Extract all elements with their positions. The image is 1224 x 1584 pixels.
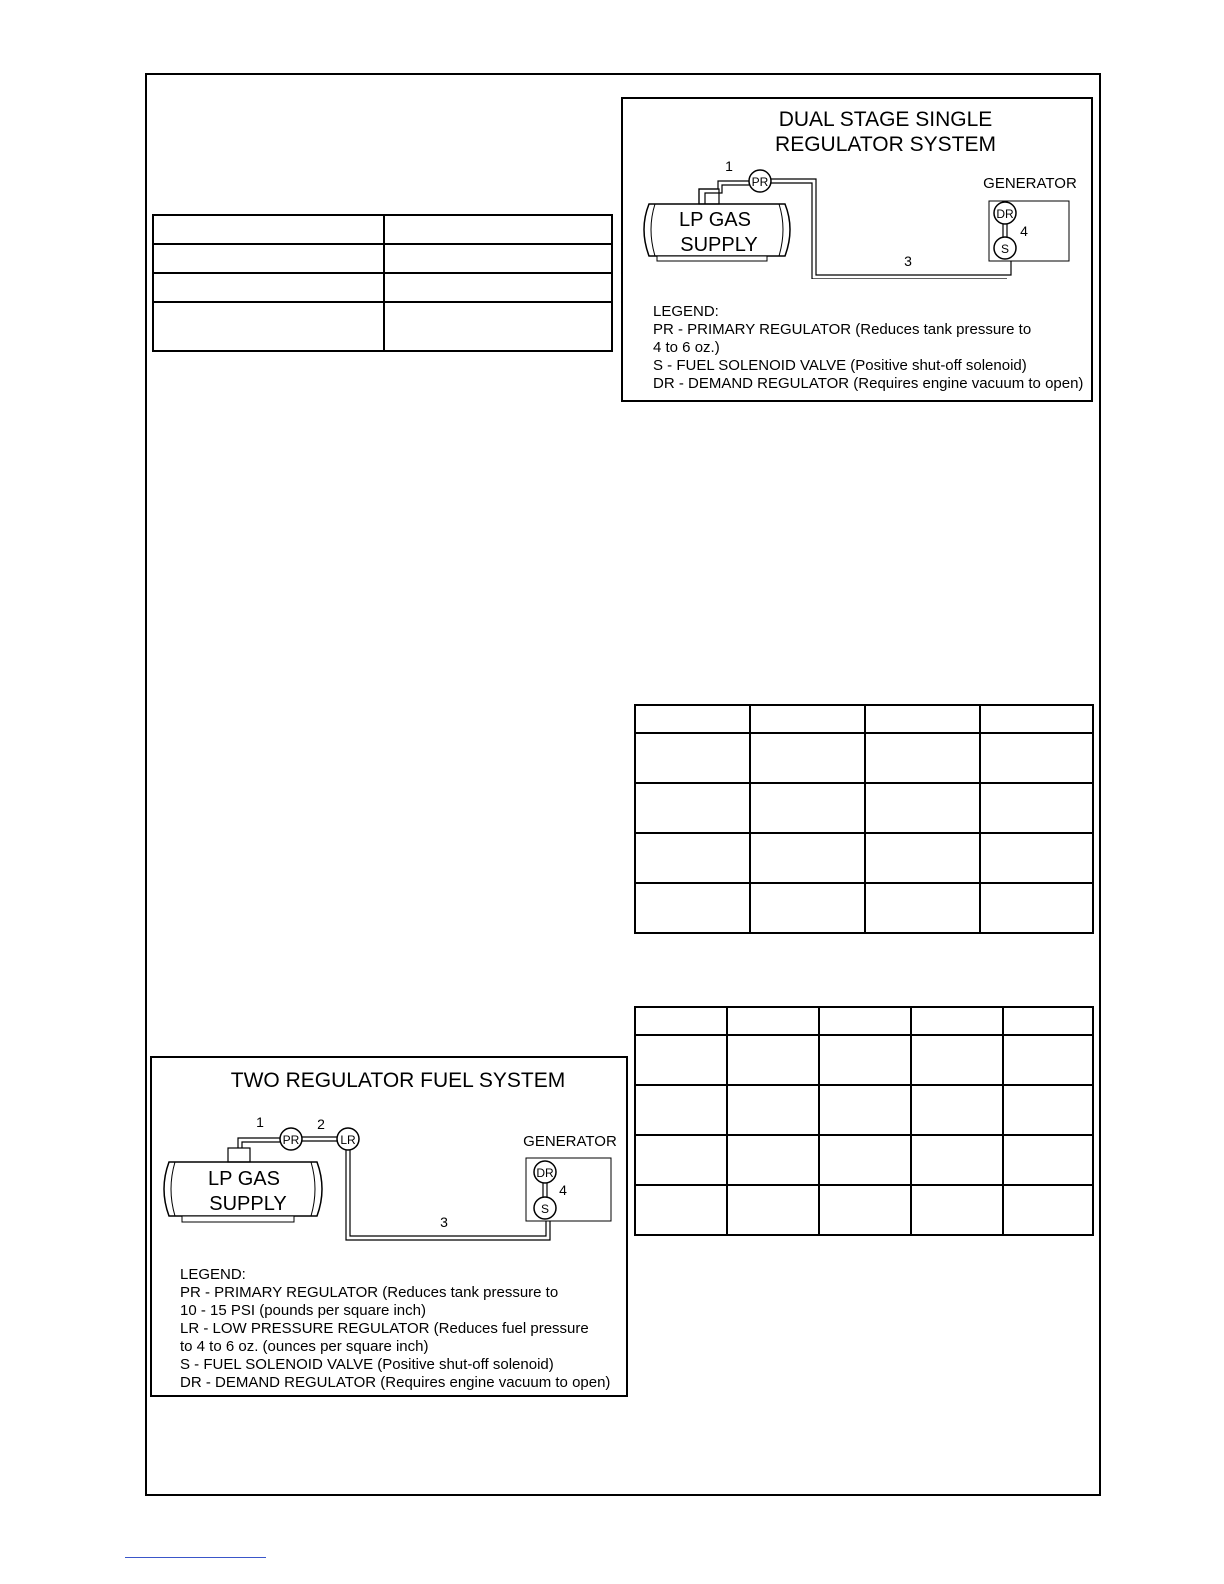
two-tank-label-1: LP GAS (208, 1168, 280, 1190)
dual-stage-diagram (621, 97, 1093, 402)
legend-line: DR - DEMAND REGULATOR (Requires engine vacuum to open) (180, 1374, 611, 1391)
dual-s-label: S (1000, 242, 1010, 256)
dual-dr-label: DR (996, 207, 1014, 221)
legend-line: PR - PRIMARY REGULATOR (Reduces tank pressure to (180, 1284, 559, 1301)
two-num-3: 3 (440, 1214, 448, 1230)
dual-tank-label-1: LP GAS (679, 209, 751, 231)
legend-line: LEGEND: (653, 303, 719, 320)
two-regulator-schematic (152, 1058, 626, 1248)
two-generator-label: GENERATOR (523, 1133, 617, 1150)
legend-line: S - FUEL SOLENOID VALVE (Positive shut-off solenoid) (180, 1356, 554, 1373)
empty-table-right-1 (634, 704, 1094, 934)
empty-table-right-2 (634, 1006, 1094, 1236)
two-num-4: 4 (559, 1182, 567, 1198)
legend-line: PR - PRIMARY REGULATOR (Reduces tank pressure to (653, 321, 1032, 338)
two-dr-label: DR (536, 1166, 554, 1180)
two-regulator-legend (180, 1266, 610, 1392)
two-lr-label: LR (340, 1133, 356, 1147)
two-tank-label-2: SUPPLY (209, 1193, 287, 1215)
dual-num-1: 1 (725, 158, 733, 174)
dual-num-3: 3 (904, 253, 912, 269)
dual-stage-title-line1: DUAL STAGE SINGLE (778, 108, 993, 131)
legend-line: to 4 to 6 oz. (ounces per square inch) (180, 1338, 429, 1355)
legend-line: 4 to 6 oz.) (653, 339, 720, 356)
two-regulator-title: TWO REGULATOR FUEL SYSTEM (230, 1069, 566, 1092)
two-num-1: 1 (256, 1114, 264, 1130)
dual-generator-label: GENERATOR (983, 175, 1077, 192)
dual-pr-label: PR (751, 175, 769, 189)
empty-table-top-left (152, 214, 613, 352)
two-num-2: 2 (317, 1116, 325, 1132)
dual-stage-legend (653, 303, 1083, 393)
dual-num-4: 4 (1020, 223, 1028, 239)
legend-line: 10 - 15 PSI (pounds per square inch) (180, 1302, 426, 1319)
dual-tank-label-2: SUPPLY (680, 234, 758, 256)
dual-stage-title-line2: REGULATOR SYSTEM (775, 133, 996, 156)
dual-stage-schematic (623, 99, 1091, 279)
footer-rule (125, 1557, 266, 1558)
two-s-label: S (540, 1202, 550, 1216)
legend-line: DR - DEMAND REGULATOR (Requires engine vacuum to open) (653, 375, 1084, 392)
two-regulator-diagram (150, 1056, 628, 1397)
two-pr-label: PR (282, 1133, 300, 1147)
legend-line: LEGEND: (180, 1266, 246, 1283)
legend-line: S - FUEL SOLENOID VALVE (Positive shut-off solenoid) (653, 357, 1027, 374)
legend-line: LR - LOW PRESSURE REGULATOR (Reduces fuel pressure (180, 1320, 589, 1337)
